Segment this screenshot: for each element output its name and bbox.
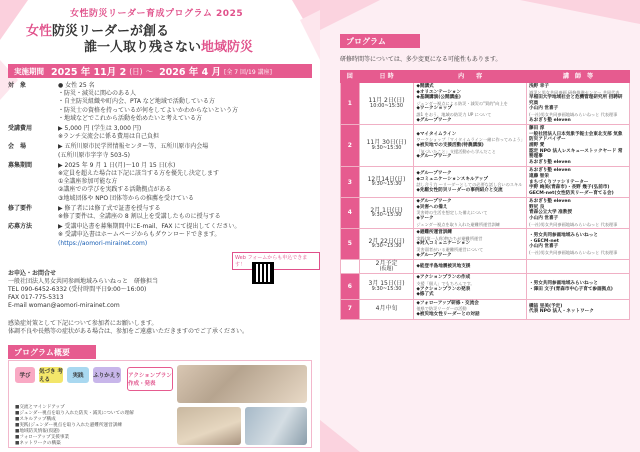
cert-label: 修了要件	[8, 204, 33, 212]
session-row	[341, 299, 630, 319]
cert-line: ※修了要件は、全講座の 8 割以上を受講したものに授与する	[58, 213, 221, 221]
session-number: 5	[341, 229, 360, 260]
lecturer-line: 小山内 世喜子	[529, 244, 559, 250]
session-item: ◆被災地女性リーダーとの対話	[416, 311, 480, 317]
title2-pre: 誰一人取り残さない	[84, 40, 202, 55]
session-item: ◆グループワーク	[416, 154, 452, 160]
contact-email[interactable]: E-mail woman@aomori-mirainet.com	[8, 302, 120, 309]
recruit-label: 募集期間	[8, 161, 33, 169]
session-item: ◆フォローアップ研修・交流会	[416, 300, 479, 306]
chip-notice: 気づき 考える	[39, 369, 63, 383]
info-block	[8, 82, 312, 248]
session-item: ◆ワークショップ	[416, 106, 452, 112]
period-end: 2026 年 4 月	[159, 67, 222, 78]
session-day: 3月 15日(日)	[368, 280, 405, 287]
contact-block	[8, 270, 158, 310]
lecturer-line: ・男女共同参画地域みらいねっと	[529, 281, 598, 286]
session-item: ◆ワーク	[416, 216, 434, 222]
schedule-body	[341, 83, 630, 320]
overview-item: ■ネットワークの構築	[15, 441, 61, 446]
lecturer-line: あおぎり塾 eleven	[529, 199, 571, 205]
session-lecturer	[527, 167, 630, 198]
col-header-content: 内 容	[414, 71, 527, 83]
session-date	[359, 299, 414, 319]
apply-row	[8, 223, 312, 248]
apply-url[interactable]: (https://aomori-mirainet.com)	[58, 239, 148, 247]
recruit-line: ③地域団体や NPO 団体等からの推薦を受けている	[58, 194, 195, 202]
period-end-note: [全 7 回/19 講座]	[224, 68, 272, 76]
session-item: 他県で防災リーダーの活動	[416, 306, 467, 312]
session-lecturer	[527, 125, 630, 167]
session-date	[359, 274, 414, 299]
chip-practice: 実践	[67, 367, 89, 383]
target-line: ● 女性 25 名	[58, 82, 95, 89]
session-time: 9:30~15:30	[371, 285, 402, 292]
session-item: ◆グループワーク	[416, 171, 452, 177]
session-item: 話し合う力 ～リーダーとしての必要な話し合いのスキル	[416, 182, 523, 188]
workshop-photo-right	[245, 407, 307, 445]
session-number: 1	[341, 83, 360, 125]
session-item: ◆開講式	[416, 84, 434, 89]
session-item: ◆グループワーク	[416, 199, 452, 205]
col-header-lecturer: 講 師 等	[527, 71, 630, 83]
session-row	[341, 198, 630, 229]
overview-list	[15, 405, 134, 447]
fee-row	[8, 125, 312, 141]
health-note-line: 体調不良や長熱等の症状がある場合は、参加をご遠慮いただきますのでご了承ください。	[8, 328, 249, 335]
lecturer-line: 浦野 愛	[529, 142, 545, 148]
session-day: 11月 2日(日)	[368, 96, 405, 104]
main-title-line2	[84, 36, 253, 55]
title2-acc: 地域防災	[201, 40, 254, 55]
session-time: 9:30~15:30	[371, 212, 402, 219]
session-content	[414, 167, 527, 198]
session-item: ◆グループワーク	[416, 117, 452, 123]
title1-pre: 女性	[26, 24, 53, 39]
apply-line: ▶ 受講申込書を募集期間中にE-mail、FAX にて提出してください。	[58, 223, 241, 231]
session-number: 6	[341, 274, 360, 299]
session-row	[341, 260, 630, 274]
target-line: ・自主防災組織や町内会、PTA など地域で活動している方	[58, 98, 215, 106]
period-start-day: (日)	[129, 66, 143, 76]
session-content	[414, 299, 527, 319]
session-number: 2	[341, 125, 360, 167]
overview-heading: プログラム概要	[8, 345, 96, 359]
session-number: 7	[341, 299, 360, 319]
contact-heading: お申込・お問合せ	[8, 270, 57, 277]
overview-item: ■スキルアップ構成	[15, 417, 56, 422]
session-item: ◆グループワーク	[416, 252, 452, 258]
target-row	[8, 82, 312, 123]
session-item: ワークショップ「マイタイムライン一緒に作ってみよう」	[416, 137, 525, 143]
contact-fax: FAX 017-775-5313	[8, 294, 64, 301]
col-header-num: 回	[341, 71, 360, 83]
workshop-photo-top	[177, 365, 307, 403]
session-day: 12月14日(日)	[367, 175, 406, 183]
lecturer-line: まちづくりファシリテーター	[529, 179, 589, 185]
session-item: ◆先駆女性防災リーダーの事例紹介と交流	[416, 187, 503, 193]
lecturer-line: 小山内 世喜子	[529, 216, 559, 222]
lecturer-line: (一社)男女共同参画地域みらいねっと 代表理事	[529, 111, 618, 117]
recruit-line: ②講座での学びを実践する活動拠点がある	[58, 186, 172, 194]
lecturer-line: 宇野 絢美(青森市)・長野 幾子(弘前市)	[529, 185, 610, 191]
qr-label: Web フォームからも申込できます！	[232, 252, 320, 270]
session-item: ジェンダー視点による防災・減災の"質的"向上を	[416, 100, 508, 106]
session-content	[414, 198, 527, 229]
recruit-row	[8, 162, 312, 203]
session-row	[341, 167, 630, 198]
lecturer-line: (一社)男女共同参画地域みらいねっと 代表理事	[529, 221, 618, 227]
lecturer-line: 青森公立大学 准教授	[529, 210, 572, 216]
target-line: ・防災士の資格を持っているが何をしてよいかわからないという方	[58, 106, 239, 114]
period-start: 2025 年 11月 2	[51, 67, 127, 78]
overview-item: ■ジェンダー視点を取り入れた防災・減災についての理解	[15, 411, 134, 416]
session-day: 2月 1日(日)	[370, 206, 403, 214]
lecturer-line: 小山内 世喜子	[529, 106, 559, 112]
lecturer-line: あおぎり塾 eleven	[529, 168, 571, 174]
session-lecturer	[527, 229, 630, 260]
session-item: ◆修了式	[416, 292, 434, 298]
session-item: ◆コミュニケーションスキルアップ	[416, 176, 488, 182]
lecturer-line: ・澤田 文子(青森市中心子育て参画拠点)	[529, 286, 613, 292]
venue-label: 会 場	[8, 143, 27, 151]
lecturer-line: GECM-net(女性防災リーダー育てる会)	[529, 190, 614, 196]
session-item: ◆基調講演(公開講座)	[416, 95, 461, 101]
session-row	[341, 83, 630, 125]
session-time: 10:00~15:30	[370, 102, 404, 109]
overview-item: ■フォローアップ支援事業	[15, 435, 70, 440]
col-header-date: 日 時	[359, 71, 414, 83]
workshop-photo-left	[177, 407, 241, 445]
health-note	[8, 320, 248, 336]
title1-acc: 防災リーダーが創る	[52, 24, 170, 39]
chip-learn: 学び	[15, 367, 35, 383]
session-lecturer	[527, 299, 630, 319]
lecturer-line: 一般社団法人日本気象予報士会東北支部 気象防災アドバイザー	[529, 131, 623, 143]
lecturer-line: ・男女共同参画地域みらいねっと	[529, 233, 598, 239]
period-banner	[8, 64, 312, 78]
venue-line: ▶ 五所川原市民学習情報センター等、五所川原市内会場	[58, 143, 209, 151]
session-time: 9:30~15:30	[371, 243, 402, 250]
overview-item: ■実践(ジェンダー視点を取り入れた避難所運営訓練	[15, 423, 122, 428]
session-item: 誰1 をおう、地域の防災力 UP について	[416, 111, 492, 117]
lecturer-line: 橋詰 里美(予定)	[529, 303, 563, 309]
venue-line: (五所川原市字字寺 503-5)	[58, 151, 131, 159]
session-content	[414, 274, 527, 299]
session-row	[341, 229, 630, 260]
session-day: 2月 22日(日)	[368, 237, 405, 245]
lecturer-line: ・GECM-net	[529, 238, 559, 244]
fee-line: ※ランチ交流会に係る費用は自己負担	[58, 133, 160, 141]
contact-org: 一般社団法人男女共同参画地域みらいねっと 研修担当	[8, 278, 159, 285]
session-time: 9:30~15:30	[371, 144, 402, 151]
session-item: ◆アクションプランの発表	[416, 286, 471, 292]
fee-label: 受講費用	[8, 125, 33, 133]
chip-action-plan: アクションプラン 作成・発表	[127, 367, 173, 391]
schedule-header-row	[341, 71, 630, 83]
session-item: ジェンダー視点を取り入れた避難所運営訓練	[416, 221, 500, 227]
target-line: ・地域などでこれから活動を始めたいと考えている方	[58, 114, 203, 122]
chip-review: ふりかえり	[93, 367, 121, 383]
overview-box	[8, 360, 312, 448]
recruit-line: ▶ 2025 年 9 月 1 日(月)～10 月 15 日(水)	[58, 161, 176, 169]
session-row	[341, 125, 630, 167]
right-page	[320, 0, 640, 452]
session-date	[359, 198, 414, 229]
session-item: ◆対人コミュニケーション	[416, 241, 471, 247]
session-time: (仮題)	[379, 265, 394, 272]
session-item: ◆能登半島地震被災地支援	[416, 264, 471, 270]
session-time: 9:30~15:30	[371, 181, 402, 188]
session-content	[414, 83, 527, 125]
recruit-line: ※定員を超えた場合は下記に該当する方を優先し決定します	[58, 170, 220, 178]
session-content	[414, 125, 527, 167]
session-lecturer	[527, 274, 630, 299]
session-date	[359, 125, 414, 167]
lecturer-line: 減災と男女共同参画 研修推進センター 共同代表	[529, 89, 620, 95]
lecturer-line: あおぎり塾 eleven	[529, 159, 571, 165]
session-content	[414, 260, 527, 274]
apply-label: 応募方法	[8, 223, 33, 231]
session-item: ◆アクションプランの作成	[416, 275, 471, 281]
lecturer-line: あおぎり塾 eleven	[529, 117, 571, 123]
period-label: 実施期間	[14, 66, 44, 76]
session-day: 11月 30日(日)	[366, 139, 407, 147]
session-day: 4月中旬	[375, 305, 398, 313]
lecturer-line: 遠藤 智栄	[529, 173, 549, 179]
overview-item: ■交流とマインドアップ	[15, 405, 65, 410]
overview-item: ■地域防災情報(仮題)	[15, 429, 60, 434]
program-heading: プログラム	[340, 34, 420, 48]
session-lecturer	[527, 198, 630, 229]
qr-code-icon[interactable]	[252, 262, 274, 284]
target-label: 対 象	[8, 82, 27, 89]
schedule-table	[340, 70, 630, 320]
session-number: 4	[341, 198, 360, 229]
session-number	[341, 260, 360, 274]
target-line: ・防災・減災に関心のある人	[58, 90, 137, 98]
session-date	[359, 83, 414, 125]
session-date	[359, 229, 414, 260]
session-day: 2月予定	[375, 260, 398, 268]
session-item: 災害弱者がいる避難所運営について	[416, 247, 484, 253]
session-number: 3	[341, 167, 360, 198]
lecturer-line: 代表 NPO 法人・ネットワーク	[529, 309, 594, 315]
session-item: 災害時の生活を想定した備えについて	[416, 210, 488, 216]
contact-tel: TEL 090-6452-6332 (受付時間平日9:00～16:00)	[8, 286, 147, 293]
session-lecturer	[527, 260, 630, 274]
venue-row	[8, 143, 312, 159]
program-note: 研修時間等については、多少変更になる可能性もあります。	[340, 56, 502, 63]
period-sep: ～	[145, 66, 154, 76]
session-date	[359, 167, 414, 198]
health-note-line: 感染症対策として下記について参加者にお願いします。	[8, 320, 158, 327]
lecturer-line: (一社)男女共同参画地域みらいねっと 代表理事	[529, 249, 618, 255]
lecturer-line: 浅野 幸子	[529, 84, 549, 89]
session-item: ◆オリエンテーション	[416, 89, 461, 95]
session-date	[359, 260, 414, 274]
session-item: ◆災害への備え	[416, 204, 448, 210]
cert-line: ▶ 修了者には修了式で証書を授与する	[58, 204, 161, 212]
lecturer-line: 早稲田大学地域社会と危機管理研究所 招聘研究員	[529, 95, 623, 106]
lecturer-line: 藤田 淳	[529, 126, 545, 132]
session-content	[414, 229, 527, 260]
session-item: 支援「個人」でもちろんです。	[416, 281, 475, 286]
program-eyebrow: 女性防災リーダー育成プログラム 2025	[70, 9, 244, 19]
fee-line: ▶ 5,000 円 (学生は 3,000 円)	[58, 125, 142, 133]
session-row	[341, 274, 630, 299]
session-item: 「気づいたこと」支援活動から学んだこと	[416, 148, 496, 154]
session-item: ◆マイタイムライン	[416, 131, 457, 137]
lecturer-line: 野尻 良	[529, 204, 545, 210]
session-item: ◆被災地での支援活動(特農講演)	[416, 142, 484, 148]
recruit-line: ①全講座参加可能な方	[58, 178, 118, 186]
cert-row	[8, 205, 312, 221]
session-item: 実践(第一人称)物たちが避難所運営	[416, 235, 483, 241]
session-lecturer	[527, 83, 630, 125]
session-item: ◆避難所運営訓練	[416, 230, 453, 236]
apply-line: ※ 受講申込書はホームページからもダウンロードできます。	[58, 231, 221, 239]
lecturer-line: 認定 NPO 法人レスキューストックヤード 常務理事	[529, 148, 623, 160]
